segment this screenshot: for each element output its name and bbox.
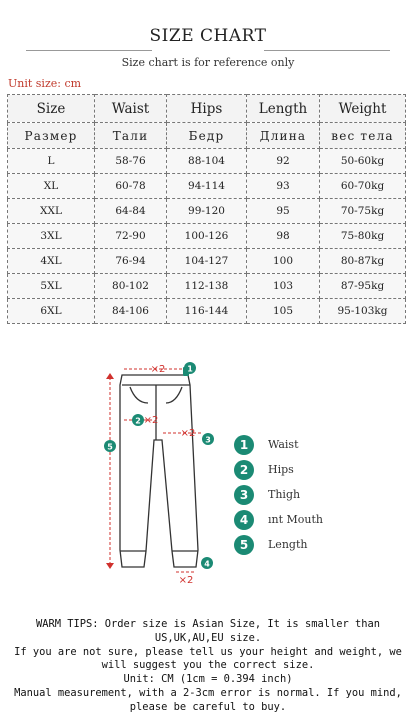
legend-item bbox=[234, 432, 414, 457]
col-header-ru: Бедр bbox=[167, 123, 247, 149]
legend-number: 5 bbox=[234, 535, 254, 555]
col-header-ru: Длина bbox=[247, 123, 320, 149]
cell: 3XL bbox=[8, 224, 95, 249]
table-row bbox=[8, 249, 406, 274]
cell: 87-95kg bbox=[320, 274, 406, 299]
measurement-legend bbox=[234, 432, 414, 557]
col-header-ru: Тали bbox=[95, 123, 167, 149]
cell: 60-70kg bbox=[320, 174, 406, 199]
hips-x2-label: ×2 bbox=[143, 415, 159, 426]
svg-text:2: 2 bbox=[135, 416, 141, 426]
col-header: Hips bbox=[167, 95, 247, 123]
cell: 95 bbox=[247, 199, 320, 224]
warm-tips bbox=[0, 618, 416, 715]
legend-item bbox=[234, 482, 414, 507]
col-header: Length bbox=[247, 95, 320, 123]
cell: 116-144 bbox=[167, 299, 247, 324]
unit-label: Unit size: cm bbox=[8, 77, 82, 90]
svg-text:5: 5 bbox=[107, 442, 113, 452]
col-header-ru: Размер bbox=[8, 123, 95, 149]
cell: XL bbox=[8, 174, 95, 199]
cell: 76-94 bbox=[95, 249, 167, 274]
marker-3 bbox=[202, 433, 214, 445]
cell: 104-127 bbox=[167, 249, 247, 274]
legend-label: Thigh bbox=[268, 488, 301, 501]
table-row bbox=[8, 299, 406, 324]
tips-line: WARM TIPS: Order size is Asian Size, It is smaller than US,UK,AU,EU size. bbox=[35, 618, 381, 644]
col-header-ru: вес тела bbox=[320, 123, 406, 149]
table-row bbox=[8, 199, 406, 224]
cell: 92 bbox=[247, 149, 320, 174]
marker-5 bbox=[104, 440, 116, 452]
cell: 75-80kg bbox=[320, 224, 406, 249]
mouth-x2-label: ×2 bbox=[178, 575, 194, 586]
cell: 100-126 bbox=[167, 224, 247, 249]
cell: 94-114 bbox=[167, 174, 247, 199]
cell: 4XL bbox=[8, 249, 95, 274]
cell: XXL bbox=[8, 199, 95, 224]
page-title: SIZE CHART bbox=[149, 26, 267, 46]
cell: 50-60kg bbox=[320, 149, 406, 174]
header-row-english bbox=[8, 95, 406, 123]
legend-number: 4 bbox=[234, 510, 254, 530]
cell: 70-75kg bbox=[320, 199, 406, 224]
cell: 88-104 bbox=[167, 149, 247, 174]
cell: 99-120 bbox=[167, 199, 247, 224]
size-table bbox=[7, 94, 406, 324]
cell: 112-138 bbox=[167, 274, 247, 299]
thigh-x2-label: ×2 bbox=[180, 428, 196, 439]
cell: 5XL bbox=[8, 274, 95, 299]
svg-text:3: 3 bbox=[205, 435, 211, 445]
legend-item bbox=[234, 457, 414, 482]
cell: 58-76 bbox=[95, 149, 167, 174]
tips-line: Unit: CM (1cm = 0.394 inch) bbox=[123, 673, 293, 686]
legend-label: Waist bbox=[268, 438, 299, 451]
marker-1 bbox=[184, 362, 196, 374]
col-header: Weight bbox=[320, 95, 406, 123]
pants-diagram bbox=[90, 355, 240, 595]
subtitle: Size chart is for reference only bbox=[121, 56, 295, 69]
header-row-russian bbox=[8, 123, 406, 149]
tips-line: Manual measurement, with a 2-3cm error is normal. If you mind, please be careful to buy. bbox=[14, 686, 402, 713]
marker-4 bbox=[201, 557, 213, 569]
cell: 84-106 bbox=[95, 299, 167, 324]
cell: 60-78 bbox=[95, 174, 167, 199]
cell: L bbox=[8, 149, 95, 174]
legend-item bbox=[234, 532, 414, 557]
legend-label: Length bbox=[268, 538, 308, 551]
cell: 105 bbox=[247, 299, 320, 324]
cell: 6XL bbox=[8, 299, 95, 324]
cell: 64-84 bbox=[95, 199, 167, 224]
cell: 98 bbox=[247, 224, 320, 249]
col-header: Waist bbox=[95, 95, 167, 123]
cell: 93 bbox=[247, 174, 320, 199]
svg-text:4: 4 bbox=[204, 559, 210, 569]
table-row bbox=[8, 224, 406, 249]
table-row bbox=[8, 149, 406, 174]
title-rule-right bbox=[264, 50, 390, 51]
pants-outline bbox=[120, 375, 198, 567]
tips-line: If you are not sure, please tell us your height and weight, we will suggest you the correct size. bbox=[14, 645, 402, 672]
cell: 103 bbox=[247, 274, 320, 299]
cell: 100 bbox=[247, 249, 320, 274]
cell: 80-87kg bbox=[320, 249, 406, 274]
table-row bbox=[8, 274, 406, 299]
waist-x2-label: ×2 bbox=[150, 364, 166, 375]
cell: 80-102 bbox=[95, 274, 167, 299]
legend-number: 2 bbox=[234, 460, 254, 480]
legend-number: 3 bbox=[234, 485, 254, 505]
table-row bbox=[8, 174, 406, 199]
legend-number: 1 bbox=[234, 435, 254, 455]
cell: 95-103kg bbox=[320, 299, 406, 324]
legend-label: ınt Mouth bbox=[268, 513, 323, 526]
svg-text:1: 1 bbox=[187, 364, 193, 374]
cell: 72-90 bbox=[95, 224, 167, 249]
title-rule-left bbox=[26, 50, 152, 51]
legend-label: Hips bbox=[268, 463, 294, 476]
marker-2 bbox=[132, 414, 144, 426]
col-header: Size bbox=[8, 95, 95, 123]
legend-item bbox=[234, 507, 414, 532]
